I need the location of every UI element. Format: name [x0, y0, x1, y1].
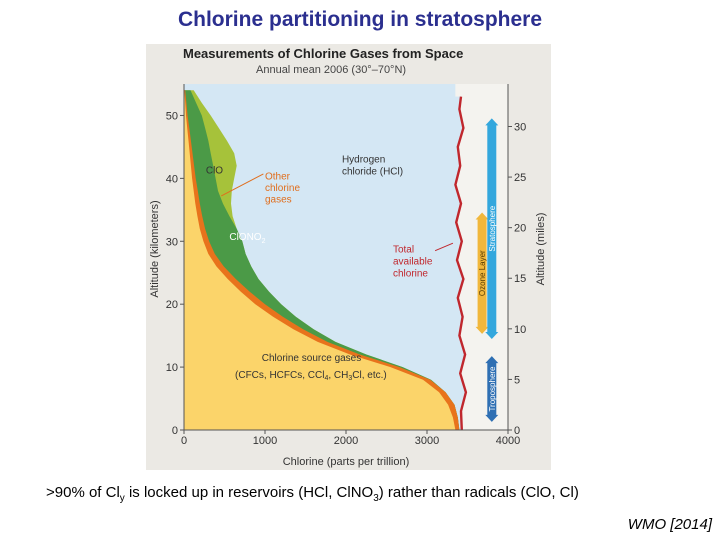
slide-title: Chlorine partitioning in stratosphere — [177, 8, 543, 31]
layer-label-ozone-layer: Ozone Layer — [478, 250, 488, 297]
x-tick-label: 3000 — [414, 435, 440, 447]
clono2-label: ClONO$_2$ — [229, 232, 266, 246]
chart-title: Measurements of Chlorine Gases from Space — [183, 46, 464, 61]
hcl-label: chloride (HCl) — [341, 166, 404, 178]
source-gases-list: (CFCs, HCFCs, CCl$_4$, $CH_3Cl$, etc.) — [235, 369, 387, 382]
clo-label: ClO — [205, 165, 224, 177]
y-tick-label: 10 — [165, 362, 178, 375]
layer-label-stratosphere: Stratosphere — [487, 205, 497, 252]
x-tick-label: 1000 — [252, 435, 278, 447]
x-tick-label: 0 — [180, 435, 188, 447]
y2-tick-label: 15 — [514, 273, 527, 286]
y-tick-label: 30 — [165, 236, 178, 249]
y2-tick-label: 5 — [514, 374, 521, 387]
other-gases-label: chlorine — [265, 182, 301, 194]
y2-axis-label: Altitude (miles) — [535, 212, 547, 286]
source-gases-label: Chlorine source gases — [261, 352, 362, 364]
total-chlorine-label: Total — [392, 244, 415, 256]
caption-sub-y: y — [119, 493, 125, 504]
y-tick-label: 0 — [171, 425, 178, 437]
y-tick-label: 50 — [165, 110, 178, 123]
x-tick-label: 4000 — [495, 435, 521, 447]
y2-tick-label: 30 — [514, 121, 527, 134]
caption-middle: is locked up in reservoirs (HCl, ClNO — [124, 484, 374, 501]
caption-sub-3: 3 — [373, 493, 379, 504]
chart-subtitle: Annual mean 2006 (30°–70°N) — [256, 64, 407, 76]
total-chlorine-label: chlorine — [392, 268, 429, 280]
caption — [46, 484, 706, 504]
y2-tick-label: 10 — [514, 323, 527, 336]
y2-tick-label: 20 — [514, 222, 527, 235]
other-gases-label: gases — [265, 194, 292, 206]
layer-label-troposphere: Troposphere — [487, 366, 497, 412]
total-chlorine-label: available — [392, 256, 433, 268]
y2-tick-label: 25 — [514, 172, 527, 185]
chart-panel — [146, 44, 551, 470]
y-tick-label: 20 — [165, 299, 178, 312]
y-tick-label: 40 — [165, 173, 178, 186]
other-gases-label: Other — [265, 171, 291, 183]
source-citation: WMO [2014] — [627, 516, 712, 533]
strip-top — [455, 84, 508, 97]
y-axis-label: Altitude (kilometers) — [149, 200, 161, 298]
y2-tick-label: 0 — [514, 425, 521, 437]
caption-prefix: >90% of Cl — [46, 484, 120, 501]
x-axis-label: Chlorine (parts per trillion) — [282, 456, 410, 468]
chlorine-chart — [146, 44, 551, 470]
caption-end: ) rather than radicals (ClO, Cl) — [378, 484, 579, 501]
x-tick-label: 2000 — [333, 435, 359, 447]
hcl-label: Hydrogen — [341, 154, 386, 166]
